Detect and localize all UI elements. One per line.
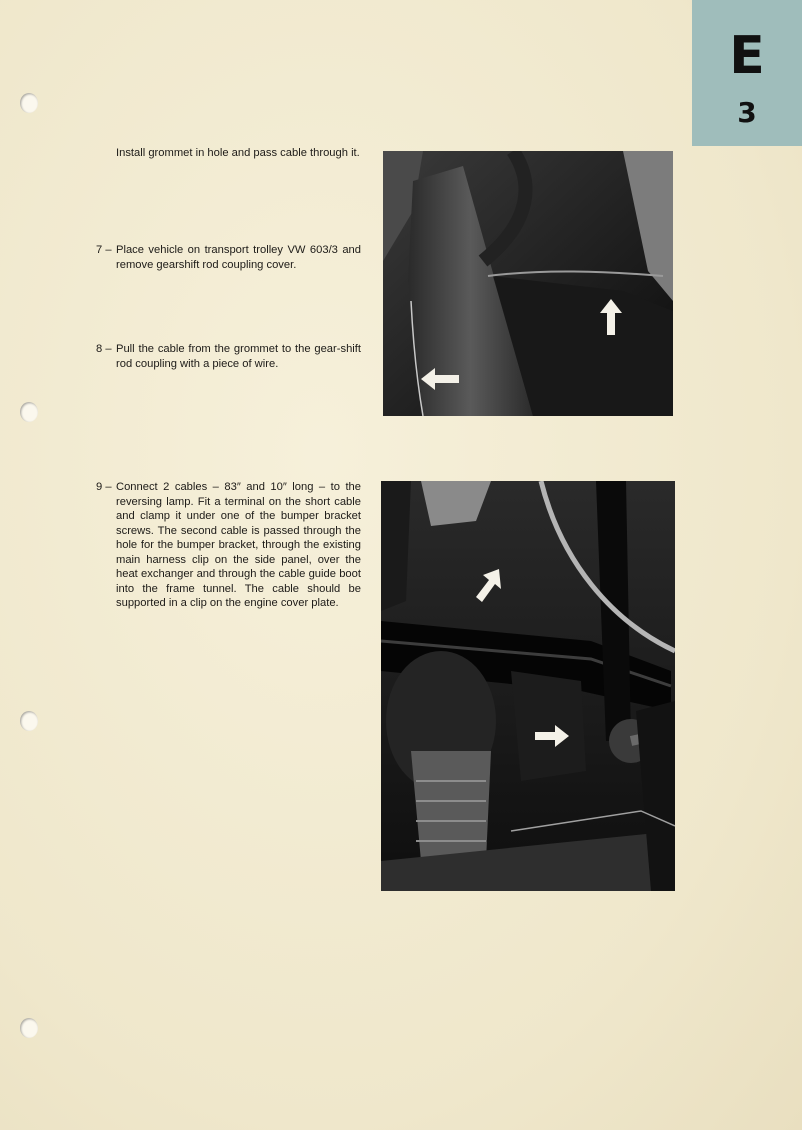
step-text: Pull the cable from the grommet to the gear-shift rod coupling with a piece of wire.	[116, 343, 361, 370]
binder-hole	[20, 93, 38, 113]
section-tab[interactable]	[692, 0, 802, 146]
step-install-grommet	[96, 146, 361, 161]
step-text: Place vehicle on transport trolley VW 603/3 and remove gearshift rod coupling cover.	[116, 244, 361, 271]
section-number: 3	[737, 96, 757, 129]
step-8	[96, 342, 361, 371]
photo-engine-compartment-cable-image	[381, 481, 675, 891]
step-7	[96, 243, 361, 272]
binder-hole	[20, 1018, 38, 1038]
step-9	[96, 480, 361, 611]
step-number: 9 –	[96, 481, 112, 493]
photo-engine-compartment-cable	[381, 481, 675, 891]
step-text: Install grommet in hole and pass cable through it.	[116, 147, 360, 159]
section-letter: E	[729, 26, 765, 86]
step-text: Connect 2 cables – 83″ and 10″ long – to the reversing lamp. Fit a terminal on the short cable and clamp it under one of the bumper bracket screws. The second cable is passed through the hole for the bumper bracket, through the existing main harness clip on the side panel, over the heat exchanger and through the cable guide boot into the frame tunnel. The cable should be supported in a clip on the engine cover plate.	[116, 481, 361, 609]
left-arrow-icon	[421, 368, 459, 390]
up-right-arrow-icon	[475, 569, 503, 605]
photo-gearshift-coupling	[383, 151, 673, 416]
step-number: 8 –	[96, 343, 112, 355]
step-number: 7 –	[96, 244, 112, 256]
up-arrow-icon	[600, 299, 622, 335]
right-arrow-icon	[535, 725, 569, 747]
binder-hole	[20, 711, 38, 731]
binder-hole	[20, 402, 38, 422]
